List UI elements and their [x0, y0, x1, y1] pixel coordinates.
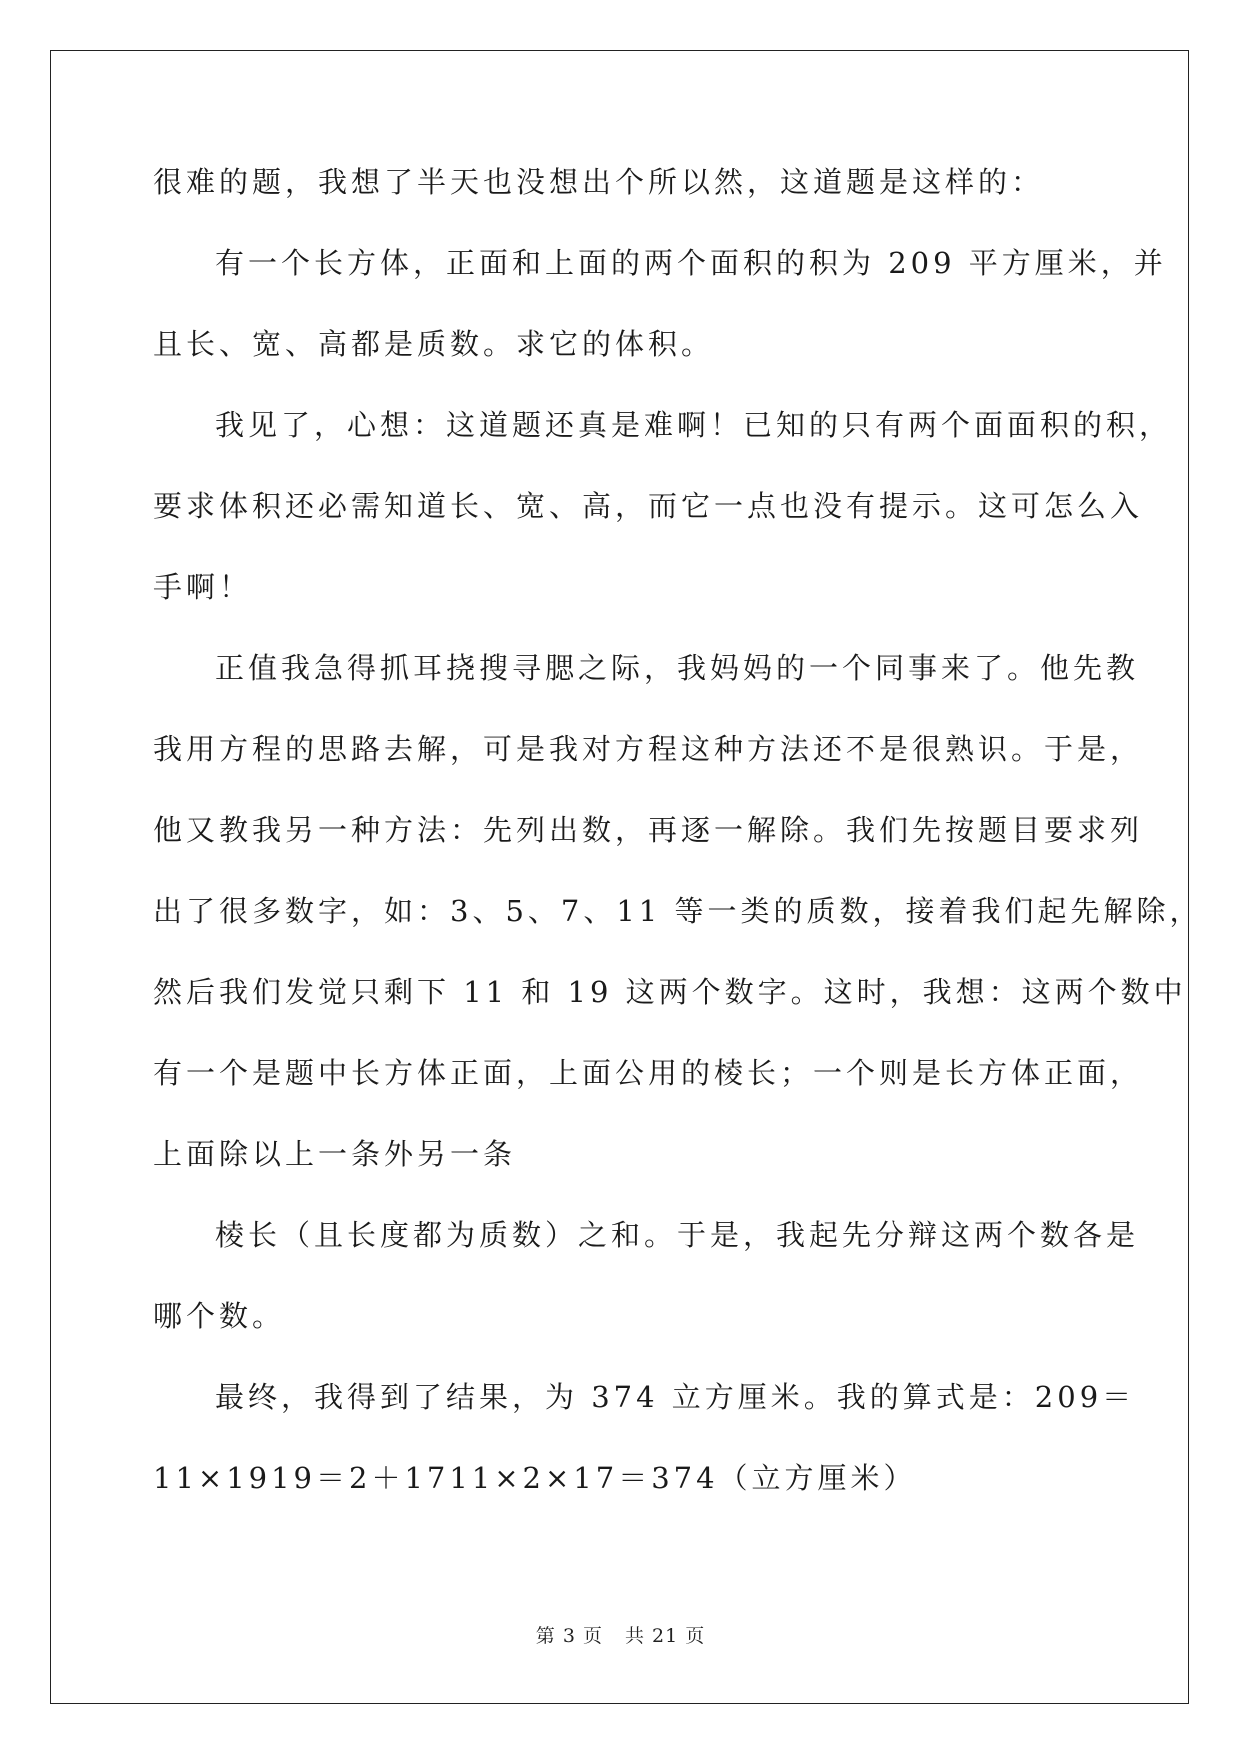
text-line: 然后我们发觉只剩下 11 和 19 这两个数字。这时，我想：这两个数中 — [153, 975, 1187, 1009]
page-border — [50, 50, 1189, 1704]
text-line: 出了很多数字，如：3、5、7、11 等一类的质数，接着我们起先解除， — [153, 894, 1203, 928]
paragraph-start-line: 正值我急得抓耳挠搜寻腮之际，我妈妈的一个同事来了。他先教 — [215, 651, 1140, 685]
text-line: 很难的题，我想了半天也没想出个所以然，这道题是这样的： — [153, 165, 1045, 199]
paragraph-start-line: 最终，我得到了结果，为 374 立方厘米。我的算式是：209＝ — [215, 1380, 1136, 1414]
paragraph-start-line: 我见了，心想：这道题还真是难啊！已知的只有两个面面积的积， — [215, 408, 1173, 442]
text-line: 我用方程的思路去解，可是我对方程这种方法还不是很熟识。于是， — [153, 732, 1144, 766]
page-total: 共 21 页 — [624, 1625, 706, 1647]
text-line: 他又教我另一种方法：先列出数，再逐一解除。我们先按题目要求列 — [153, 813, 1144, 847]
page-number: 第 3 页 — [535, 1625, 603, 1647]
paragraph-start-line: 有一个长方体，正面和上面的两个面积的积为 209 平方厘米，并 — [215, 246, 1167, 280]
text-line: 手啊！ — [153, 570, 253, 604]
text-line: 要求体积还必需知道长、宽、高，而它一点也没有提示。这可怎么入 — [153, 489, 1144, 523]
paragraph-start-line: 棱长（且长度都为质数）之和。于是，我起先分辩这两个数各是 — [215, 1218, 1140, 1252]
text-line: 上面除以上一条外另一条 — [153, 1137, 517, 1171]
text-line: 11×1919＝2＋1711×2×17＝374（立方厘米） — [153, 1461, 917, 1495]
text-line: 有一个是题中长方体正面，上面公用的棱长；一个则是长方体正面， — [153, 1056, 1144, 1090]
text-line: 哪个数。 — [153, 1299, 286, 1333]
page-footer — [0, 1621, 1241, 1648]
text-line: 且长、宽、高都是质数。求它的体积。 — [153, 327, 715, 361]
